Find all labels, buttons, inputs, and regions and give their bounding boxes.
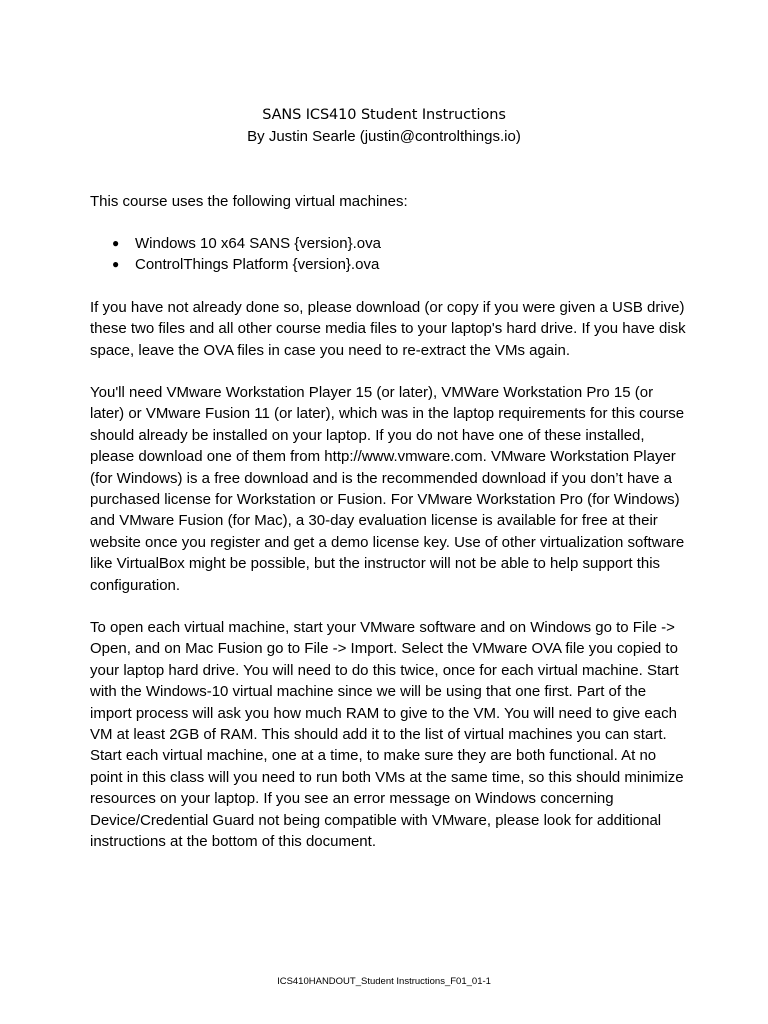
bullet-icon: ● — [112, 236, 120, 250]
document-byline: By Justin Searle (justin@controlthings.io) — [247, 128, 521, 145]
list-item-text: Windows 10 x64 SANS {version}.ova — [135, 235, 381, 252]
list-item — [112, 254, 381, 275]
page-footer: ICS410HANDOUT_Student Instructions_F01_01-1 — [277, 976, 491, 987]
intro-text: This course uses the following virtual machines: — [90, 193, 408, 210]
vm-list — [112, 233, 381, 276]
list-item — [112, 233, 381, 254]
paragraph-download: If you have not already done so, please download (or copy if you were given a USB drive) these two files and all other course media files to your laptop's hard drive. If you have disk space, leave the OVA files in case you need to re-extract the VMs again. — [90, 299, 686, 359]
title-block — [0, 105, 768, 147]
paragraph-open-vms: To open each virtual machine, start your VMware software and on Windows go to File -> Open, and on Mac Fusion go to File -> Import. Select the VMware OVA file you copied to your laptop hard drive. You will need to do this twice, once for each virtual machine. Start with the Windows-10 virtual machine since we will be using that one first. Part of the import process will ask you how much RAM to give to the VM. You will need to give each VM at least 2GB of RAM. This should add it to the list of virtual machines you can start. Start each virtual machine, one at a time, to make sure they are both functional. At no point in this class will you need to run both VMs at the same time, so this should minimize resources on your laptop. If you see an error message on Windows concerning Device/Credential Guard not being compatible with VMware, please look for additional instructions at the bottom of this document. — [90, 619, 684, 851]
list-item-text: ControlThings Platform {version}.ova — [135, 256, 380, 274]
document-title: SANS ICS410 Student Instructions — [262, 107, 506, 123]
bullet-icon: ● — [112, 257, 120, 272]
paragraph-vmware-requirements: You'll need VMware Workstation Player 15 (or later), VMWare Workstation Pro 15 (or later) or VMware Fusion 11 (or later), which was in the laptop requirements for this course should already be installed on your laptop. If you do not have one of these installed, please download one of them from http://www.vmware.com. VMware Workstation Player (for Windows) is a free download and is the recommended download if you don’t have a purchased license for Workstation or Fusion. For VMware Workstation Pro (for Windows) and VMware Fusion (for Mac), a 30-day evaluation license is available for free at their website once you register and get a demo license key. Use of other virtualization software like VirtualBox might be possible, but the instructor will not be able to help support this configuration. — [90, 384, 685, 594]
